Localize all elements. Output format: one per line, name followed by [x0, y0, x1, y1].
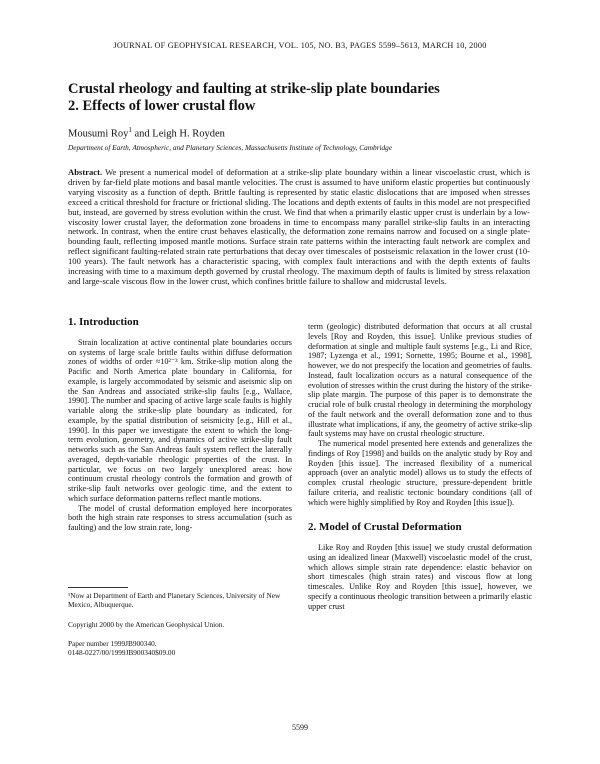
intro-paragraph-1: Strain localization at active continental plate boundaries occurs on systems of large scale brittle faults within diffuse deformation zones of widths of order ≈10²⁻³ km. Strike-slip motion along the Pacific and North America plate boundary in California, for example, is largely accommodated by seismic and aseismic slip on the San Andreas and associated strike-slip faults [e.g., Wallace, 1990]. The number and spacing of active large scale faults is highly variable along the strike-slip plate boundary as indicated, for example, by the spatial distribution of seismicity [e.g., Hill et al., 1990]. In this paper we investigate the extent to which the long-term evolution, geometry, and dynamics of active strike-slip fault networks such as the San Andreas fault system reflect the laterally averaged, depth-variable rheologic properties of the crust. In particular, we focus on two largely unexplored areas: how continuum crustal rheology controls the formation and growth of strike-slip fault networks over geologic time, and the extent to which surface deformation patterns reflect mantle motions.	[68, 337, 292, 503]
intro-paragraph-2: The model of crustal deformation employed here incorporates both the high strain rate responses to stress accumulation (such as faulting) and the low strain rate, long-	[68, 503, 292, 532]
author-2: and Leigh H. Royden	[131, 128, 225, 140]
right-column	[308, 322, 532, 611]
section-heading-model: 2. Model of Crustal Deformation	[308, 521, 462, 534]
copyright-notice: Copyright 2000 by the American Geophysical Union.	[68, 620, 225, 629]
abstract-label: Abstract.	[68, 167, 103, 177]
author-1-footnote-mark: 1	[128, 126, 132, 134]
page-number: 5599	[292, 723, 308, 732]
abstract-text: We present a numerical model of deformation at a strike-slip plate boundary within a linear viscoelastic crust, which is driven by far-field plate motions and basal mantle velocities. The crust is assumed to have uniform elastic properties but continuously varying viscosity as a function of depth. Brittle faulting is represented by static elastic dislocations that are imposed when stresses exceed a critical threshold for fracture or frictional sliding. The locations and depth extents of faults in this model are not prespecified but, instead, are governed by stress evolution within the crust. We find that when a primarily elastic upper crust is underlain by a low-viscosity lower crustal layer, the deformation zone broadens in time to encompass many parallel strike-slip faults in an interacting network. In contrast, when the entire crust behaves elastically, the deformation zone remains narrow and focused on a single plate-bounding fault, reflecting imposed mantle motions. Surface strain rate patterns within the interacting fault network are complex and reflect significant faulting-related strain rate perturbations that decay over timescales of postseismic relaxation in the lower crust (10-100 years). The fault network has a characteristic spacing, with complex fault interactions and with the depth extents of faults increasing with time to a maximum depth governed by crustal rheology. The maximum depth of faults is limited by stress relaxation and large-scale viscous flow in the lower crust, which confines brittle failure to shallow and midcrustal levels.	[68, 167, 530, 286]
affiliation-footnote: ¹Now at Department of Earth and Planetary Sciences, University of New Mexico, Albuquerque.	[68, 591, 281, 609]
article-title	[68, 81, 538, 115]
section-heading-introduction: 1. Introduction	[68, 316, 139, 328]
paper-number: Paper number 1999JB900340.	[68, 639, 157, 648]
issn-line: 0148-0227/00/1999JB900340$09.00	[68, 648, 176, 657]
running-head: JOURNAL OF GEOPHYSICAL RESEARCH, VOL. 105, NO. B3, PAGES 5599–5613, MARCH 10, 2000	[113, 41, 487, 50]
intro-paragraph-3: term (geologic) distributed deformation that occurs at all crustal levels [Roy and Royden, this issue]. Unlike previous studies of deformation at single and multiple fault systems [e.g., Li and Rice, 1987; Lyzenga et al., 1991; Sornette, 1995; Bourne et al., 1998], however, we do not prespecify the location and geometries of faults. Instead, fault localization occurs as a natural consequence of the evolution of stresses within the crust during the history of the strike-slip plate margin. The purpose of this paper is to demonstrate the crucial role of bulk crustal rheology in determining the morphology of the fault network and the overall deformation zone and to thus illustrate what implications, if any, the geometry of active strike-slip fault systems may have on crustal rheologic structure.	[308, 322, 532, 439]
affiliation: Department of Earth, Atmospheric, and Planetary Sciences, Massachusetts Institute of Technology, Cambridge	[68, 143, 393, 152]
left-column	[68, 318, 292, 533]
author-1: Mousumi Roy	[68, 128, 129, 140]
footnote-rule	[68, 587, 128, 588]
model-paragraph-1: Like Roy and Royden [this issue] we study crustal deformation using an idealized linear (Maxwell) viscoelastic model of the crust, which allows simple strain rate dependence: elastic behavior on short timescales (high strain rates) and viscous flow at long timescales. Unlike Roy and Royden [this issue], however, we specify a continuous rheologic transition between a primarily elastic upper crust	[308, 543, 532, 611]
footnotes	[68, 591, 292, 657]
title-line-2: 2. Effects of lower crustal flow	[68, 98, 256, 114]
abstract	[68, 168, 530, 287]
intro-paragraph-4: The numerical model presented here extends and generalizes the findings of Roy [1998] and builds on the analytic study by Roy and Royden [this issue]. The increased flexibility of a numerical approach (over an analytic model) allows us to study the effects of complex crustal rheologic structure, pressure-dependent brittle failure criteria, and realistic tectonic boundary conditions (all of which were highly simplified by Roy and Royden [this issue]).	[308, 439, 532, 507]
author-list	[68, 126, 225, 140]
title-line-1: Crustal rheology and faulting at strike-slip plate boundaries	[68, 81, 440, 97]
